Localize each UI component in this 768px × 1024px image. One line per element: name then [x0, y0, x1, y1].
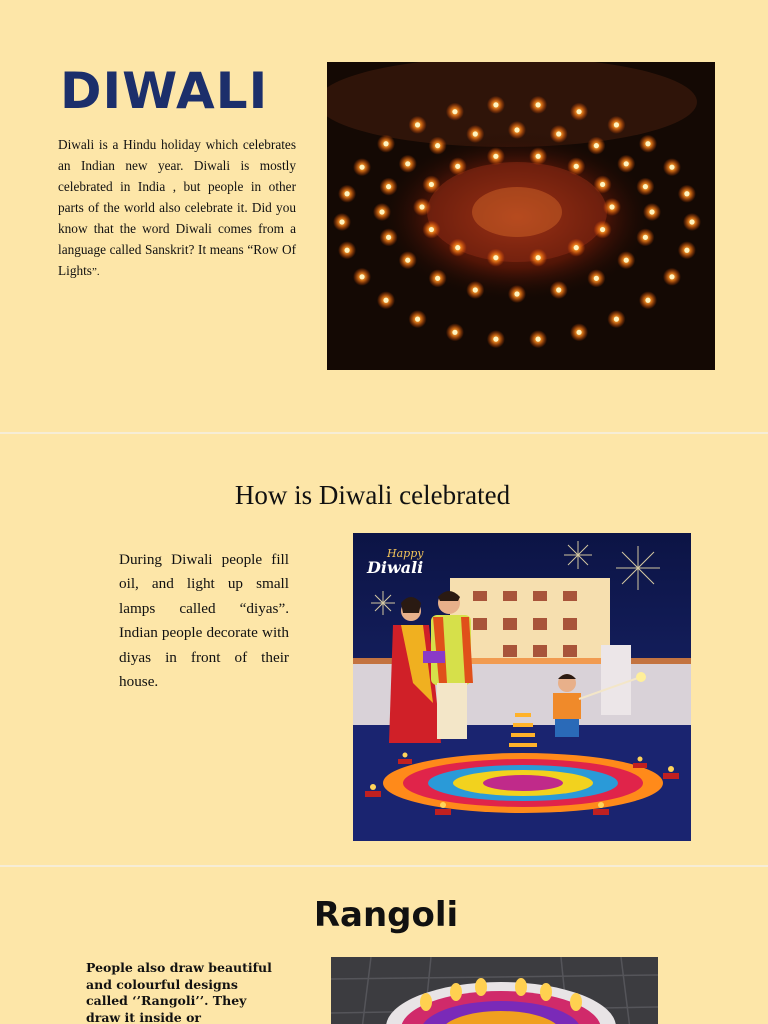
diya-lamp-icon	[536, 255, 541, 260]
diya-lamp-icon	[669, 165, 674, 170]
diya-lamp-icon	[645, 298, 650, 303]
diya-lamp-icon	[415, 317, 420, 322]
slide-how-celebrated	[0, 434, 768, 865]
diya-lamp-icon	[594, 276, 599, 281]
slide-title: How is Diwali celebrated	[234, 480, 511, 510]
diya-lamp-icon	[600, 182, 605, 187]
diya-lamp-icon	[535, 102, 540, 107]
diya-lamp-icon	[689, 219, 694, 224]
diya-lamp-icon	[574, 164, 579, 169]
diya-lamp-icon	[574, 245, 579, 250]
diya-lamp-icon	[405, 258, 410, 263]
diya-lamp-icon	[600, 227, 605, 232]
diya-lamp-icon	[455, 164, 460, 169]
diya-lamp-icon	[473, 287, 478, 292]
diya-circle-photo	[327, 62, 715, 370]
diya-lamp-icon	[649, 209, 654, 214]
diya-lamp-icon	[429, 182, 434, 187]
diya-lamp-icon	[514, 291, 519, 296]
diya-lamp-icon	[455, 245, 460, 250]
diya-lamp-icon	[493, 102, 498, 107]
diya-lamp-icon	[379, 209, 384, 214]
rangoli-photo	[331, 957, 658, 1024]
intro-paragraph-end: ”.	[91, 266, 100, 278]
diya-lamp-icon	[535, 337, 540, 342]
diya-lamp-icon	[452, 109, 457, 114]
diya-lamp-icon	[614, 122, 619, 127]
diya-lamp-icon	[669, 274, 674, 279]
diya-lamp-icon	[493, 154, 498, 159]
diya-lamp-icon	[419, 204, 424, 209]
diya-lamp-icon	[359, 274, 364, 279]
diya-lamp-icon	[339, 219, 344, 224]
diya-lamp-icon	[624, 161, 629, 166]
family-celebration-illustration	[353, 533, 691, 841]
diya-lamp-icon	[624, 258, 629, 263]
diya-lamp-icon	[473, 131, 478, 136]
diya-lamp-icon	[556, 131, 561, 136]
diya-lamp-icon	[643, 235, 648, 240]
diya-lamp-icon	[405, 161, 410, 166]
diya-lamp-icon	[429, 227, 434, 232]
diya-lamp-icon	[514, 127, 519, 132]
diya-lamp-icon	[643, 184, 648, 189]
diya-lamp-icon	[493, 337, 498, 342]
diya-lamp-icon	[383, 298, 388, 303]
intro-paragraph-text: Diwali is a Hindu holiday which celebrates an Indian new year. Diwali is mostly celebrated in India , but people in other parts of the world also celebrate it. Did you know that the word Diwali comes from a language called Sanskrit? It means “Row Of Lights	[58, 137, 296, 278]
diya-lamp-icon	[556, 287, 561, 292]
intro-paragraph	[58, 134, 296, 283]
diya-lamp-icon	[609, 204, 614, 209]
celebration-paragraph: During Diwali people fill oil, and light up small lamps called “diyas”. Indian people decorate with diyas in front of their house.	[119, 551, 289, 691]
diya-lamp-icon	[386, 235, 391, 240]
diya-lamp-icon	[383, 141, 388, 146]
diya-lamp-icon	[614, 317, 619, 322]
diya-lamp-icon	[536, 154, 541, 159]
rangoli-paragraph: People also draw beautiful and colourful designs called ‘’Rangoli’’. They draw it inside or	[86, 960, 272, 1024]
slide-title: DIWALI	[60, 62, 269, 120]
diya-lamp-icon	[493, 255, 498, 260]
diya-lamp-icon	[452, 330, 457, 335]
happy-diwali-illustration	[353, 533, 691, 841]
slide-title: Rangoli	[313, 895, 459, 935]
caption-diwali: Diwali	[367, 558, 424, 577]
diya-lamp-icon	[435, 143, 440, 148]
diya-lamp-icon	[594, 143, 599, 148]
rangoli-photo-illustration	[331, 957, 658, 1024]
diya-lamp-icon	[684, 248, 689, 253]
diya-lamp-icon	[386, 184, 391, 189]
caption-happy: Happy	[387, 547, 424, 560]
diya-lamp-icon	[645, 141, 650, 146]
slide-rangoli	[0, 867, 768, 1024]
diya-circle-illustration	[327, 62, 715, 370]
diya-lamp-icon	[359, 165, 364, 170]
slide-diwali-intro	[0, 0, 768, 432]
diya-lamp-icon	[576, 109, 581, 114]
diya-lamp-icon	[344, 191, 349, 196]
diya-lamp-icon	[415, 122, 420, 127]
diya-lamp-icon	[576, 330, 581, 335]
diya-lamp-icon	[435, 276, 440, 281]
diya-lamp-icon	[684, 191, 689, 196]
diya-lamp-icon	[344, 248, 349, 253]
